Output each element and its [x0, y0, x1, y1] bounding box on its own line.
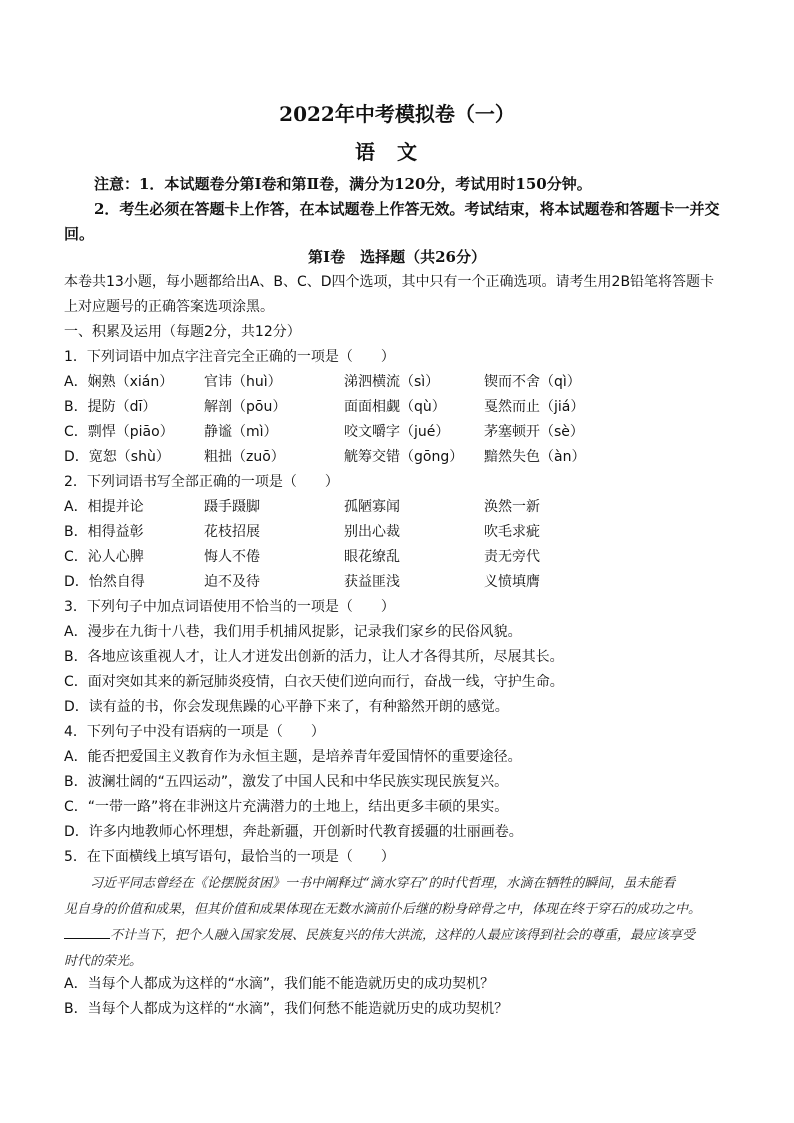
option-cell: 涕泗横流（sì）: [344, 374, 440, 390]
question-5-passage-line-2: 见自身的价值和成果，但其价值和成果体现在无数水滴前仆后继的粉身碎骨之中，体现在终于穿石的成功之中。: [64, 902, 702, 917]
option-cell: 眼花缭乱: [344, 549, 400, 565]
question-3-option-c: C．面对突如其来的新冠肺炎疫情，白衣天使们逆向而行，奋战一线，守护生命。: [64, 674, 564, 690]
option-cell: B．相得益彰: [64, 524, 144, 540]
option-cell: 花枝招展: [204, 524, 260, 540]
option-cell: 蹑手蹑脚: [204, 499, 260, 515]
question-4-option-d: D．许多内地教师心怀理想，奔赴新疆，开创新时代教育援疆的壮丽画卷。: [64, 824, 523, 840]
exam-subject: 语文: [355, 140, 439, 164]
question-5-stem: 5．在下面横线上填写语句，最恰当的一项是（ ）: [64, 849, 395, 865]
question-3-option-b: B．各地应该重视人才，让人才迸发出创新的活力，让人才各得其所，尽展其长。: [64, 649, 564, 665]
exam-title: 2022年中考模拟卷（一）: [279, 102, 515, 126]
option-cell: 迫不及待: [204, 574, 260, 590]
option-cell: 官讳（huì）: [204, 374, 282, 390]
question-1-option-b: [64, 395, 734, 420]
question-2-option-c: [64, 545, 734, 570]
question-4-option-b: B．波澜壮阔的“五四运动”，激发了中国人民和中华民族实现民族复兴。: [64, 774, 509, 790]
option-cell: D．怡然自得: [64, 574, 145, 590]
question-2-stem: 2．下列词语书写全部正确的一项是（ ）: [64, 474, 339, 490]
option-cell: 吹毛求疵: [484, 524, 540, 540]
option-cell: A．娴熟（xián）: [64, 374, 174, 390]
option-cell: 获益匪浅: [344, 574, 400, 590]
part-heading: 一、积累及运用（每题2分，共12分）: [64, 324, 301, 340]
question-5-option-b: B．当每个人都成为这样的“水滴”，我们何愁不能造就历史的成功契机？: [64, 1001, 509, 1017]
section-title: 第Ⅰ卷 选择题（共26分）: [308, 248, 486, 266]
option-cell: 责无旁代: [484, 549, 540, 565]
question-1-option-d: [64, 445, 734, 470]
question-4-option-c: C．“一带一路”将在非洲这片充满潜力的土地上，结出更多丰硕的果实。: [64, 799, 509, 815]
question-5-passage-line-3: [64, 923, 734, 948]
section-intro-1: 本卷共13小题，每小题都给出A、B、C、D四个选项，其中只有一个正确选项。请考生用2B铅笔将答题卡: [64, 274, 715, 290]
passage-text: 不计当下，把个人融入国家发展、民族复兴的伟大洪流，这样的人最应该得到社会的尊重，最应该享受: [110, 928, 696, 943]
question-2-option-a: [64, 495, 734, 520]
option-cell: 粗拙（zuō）: [204, 449, 285, 465]
option-cell: 黯然失色（àn）: [484, 449, 586, 465]
question-5-option-a: A．当每个人都成为这样的“水滴”，我们能不能造就历史的成功契机？: [64, 976, 495, 992]
option-cell: D．宽恕（shù）: [64, 449, 170, 465]
note-1: 注意：1．本试题卷分第Ⅰ卷和第Ⅱ卷，满分为120分，考试用时150分钟。: [94, 175, 592, 193]
option-cell: C．剽悍（piāo）: [64, 424, 174, 440]
question-1-option-a: [64, 370, 734, 395]
question-5-passage-line-1: 习近平同志曾经在《论摆脱贫困》一书中阐释过“滴水穿石”的时代哲理，水滴在牺牲的瞬间，虽未能看: [90, 876, 676, 891]
option-cell: 悔人不倦: [204, 549, 260, 565]
option-cell: 孤陋寡闻: [344, 499, 400, 515]
question-1-stem: 1．下列词语中加点字注音完全正确的一项是（ ）: [64, 349, 395, 365]
question-3-option-a: A．漫步在九街十八巷，我们用手机捕风捉影，记录我们家乡的民俗风貌。: [64, 624, 522, 640]
option-cell: 涣然一新: [484, 499, 540, 515]
question-1-option-c: [64, 420, 734, 445]
question-4-stem: 4．下列句子中没有语病的一项是（ ）: [64, 724, 325, 740]
option-cell: C．沁人心脾: [64, 549, 144, 565]
option-cell: 面面相觑（qù）: [344, 399, 446, 415]
section-intro-2: 上对应题号的正确答案选项涂黑。: [64, 299, 274, 315]
question-2-option-b: [64, 520, 734, 545]
option-cell: 义愤填膺: [484, 574, 540, 590]
question-5-passage-line-4: 时代的荣光。: [64, 954, 143, 969]
option-cell: 锲而不舍（qì）: [484, 374, 581, 390]
option-cell: 茅塞顿开（sè）: [484, 424, 584, 440]
option-cell: 咬文嚼字（jué）: [344, 424, 450, 440]
answer-blank: [64, 924, 110, 939]
question-3-stem: 3．下列句子中加点词语使用不恰当的一项是（ ）: [64, 599, 395, 615]
option-cell: 别出心裁: [344, 524, 400, 540]
note-2: 2．考生必须在答题卡上作答，在本试题卷上作答无效。考试结束，将本试题卷和答题卡一并交回。: [64, 200, 720, 243]
question-3-option-d: D．读有益的书，你会发现焦躁的心平静下来了，有种豁然开朗的感觉。: [64, 699, 509, 715]
option-cell: A．相提并论: [64, 499, 144, 515]
option-cell: 解剖（pōu）: [204, 399, 287, 415]
option-cell: B．提防（dī）: [64, 399, 157, 415]
question-4-option-a: A．能否把爱国主义教育作为永恒主题，是培养青年爱国情怀的重要途径。: [64, 749, 522, 765]
option-cell: 静谧（mì）: [204, 424, 278, 440]
question-2-option-d: [64, 570, 734, 595]
option-cell: 觥筹交错（gōng）: [344, 449, 464, 465]
option-cell: 戛然而止（jiá）: [484, 399, 585, 415]
